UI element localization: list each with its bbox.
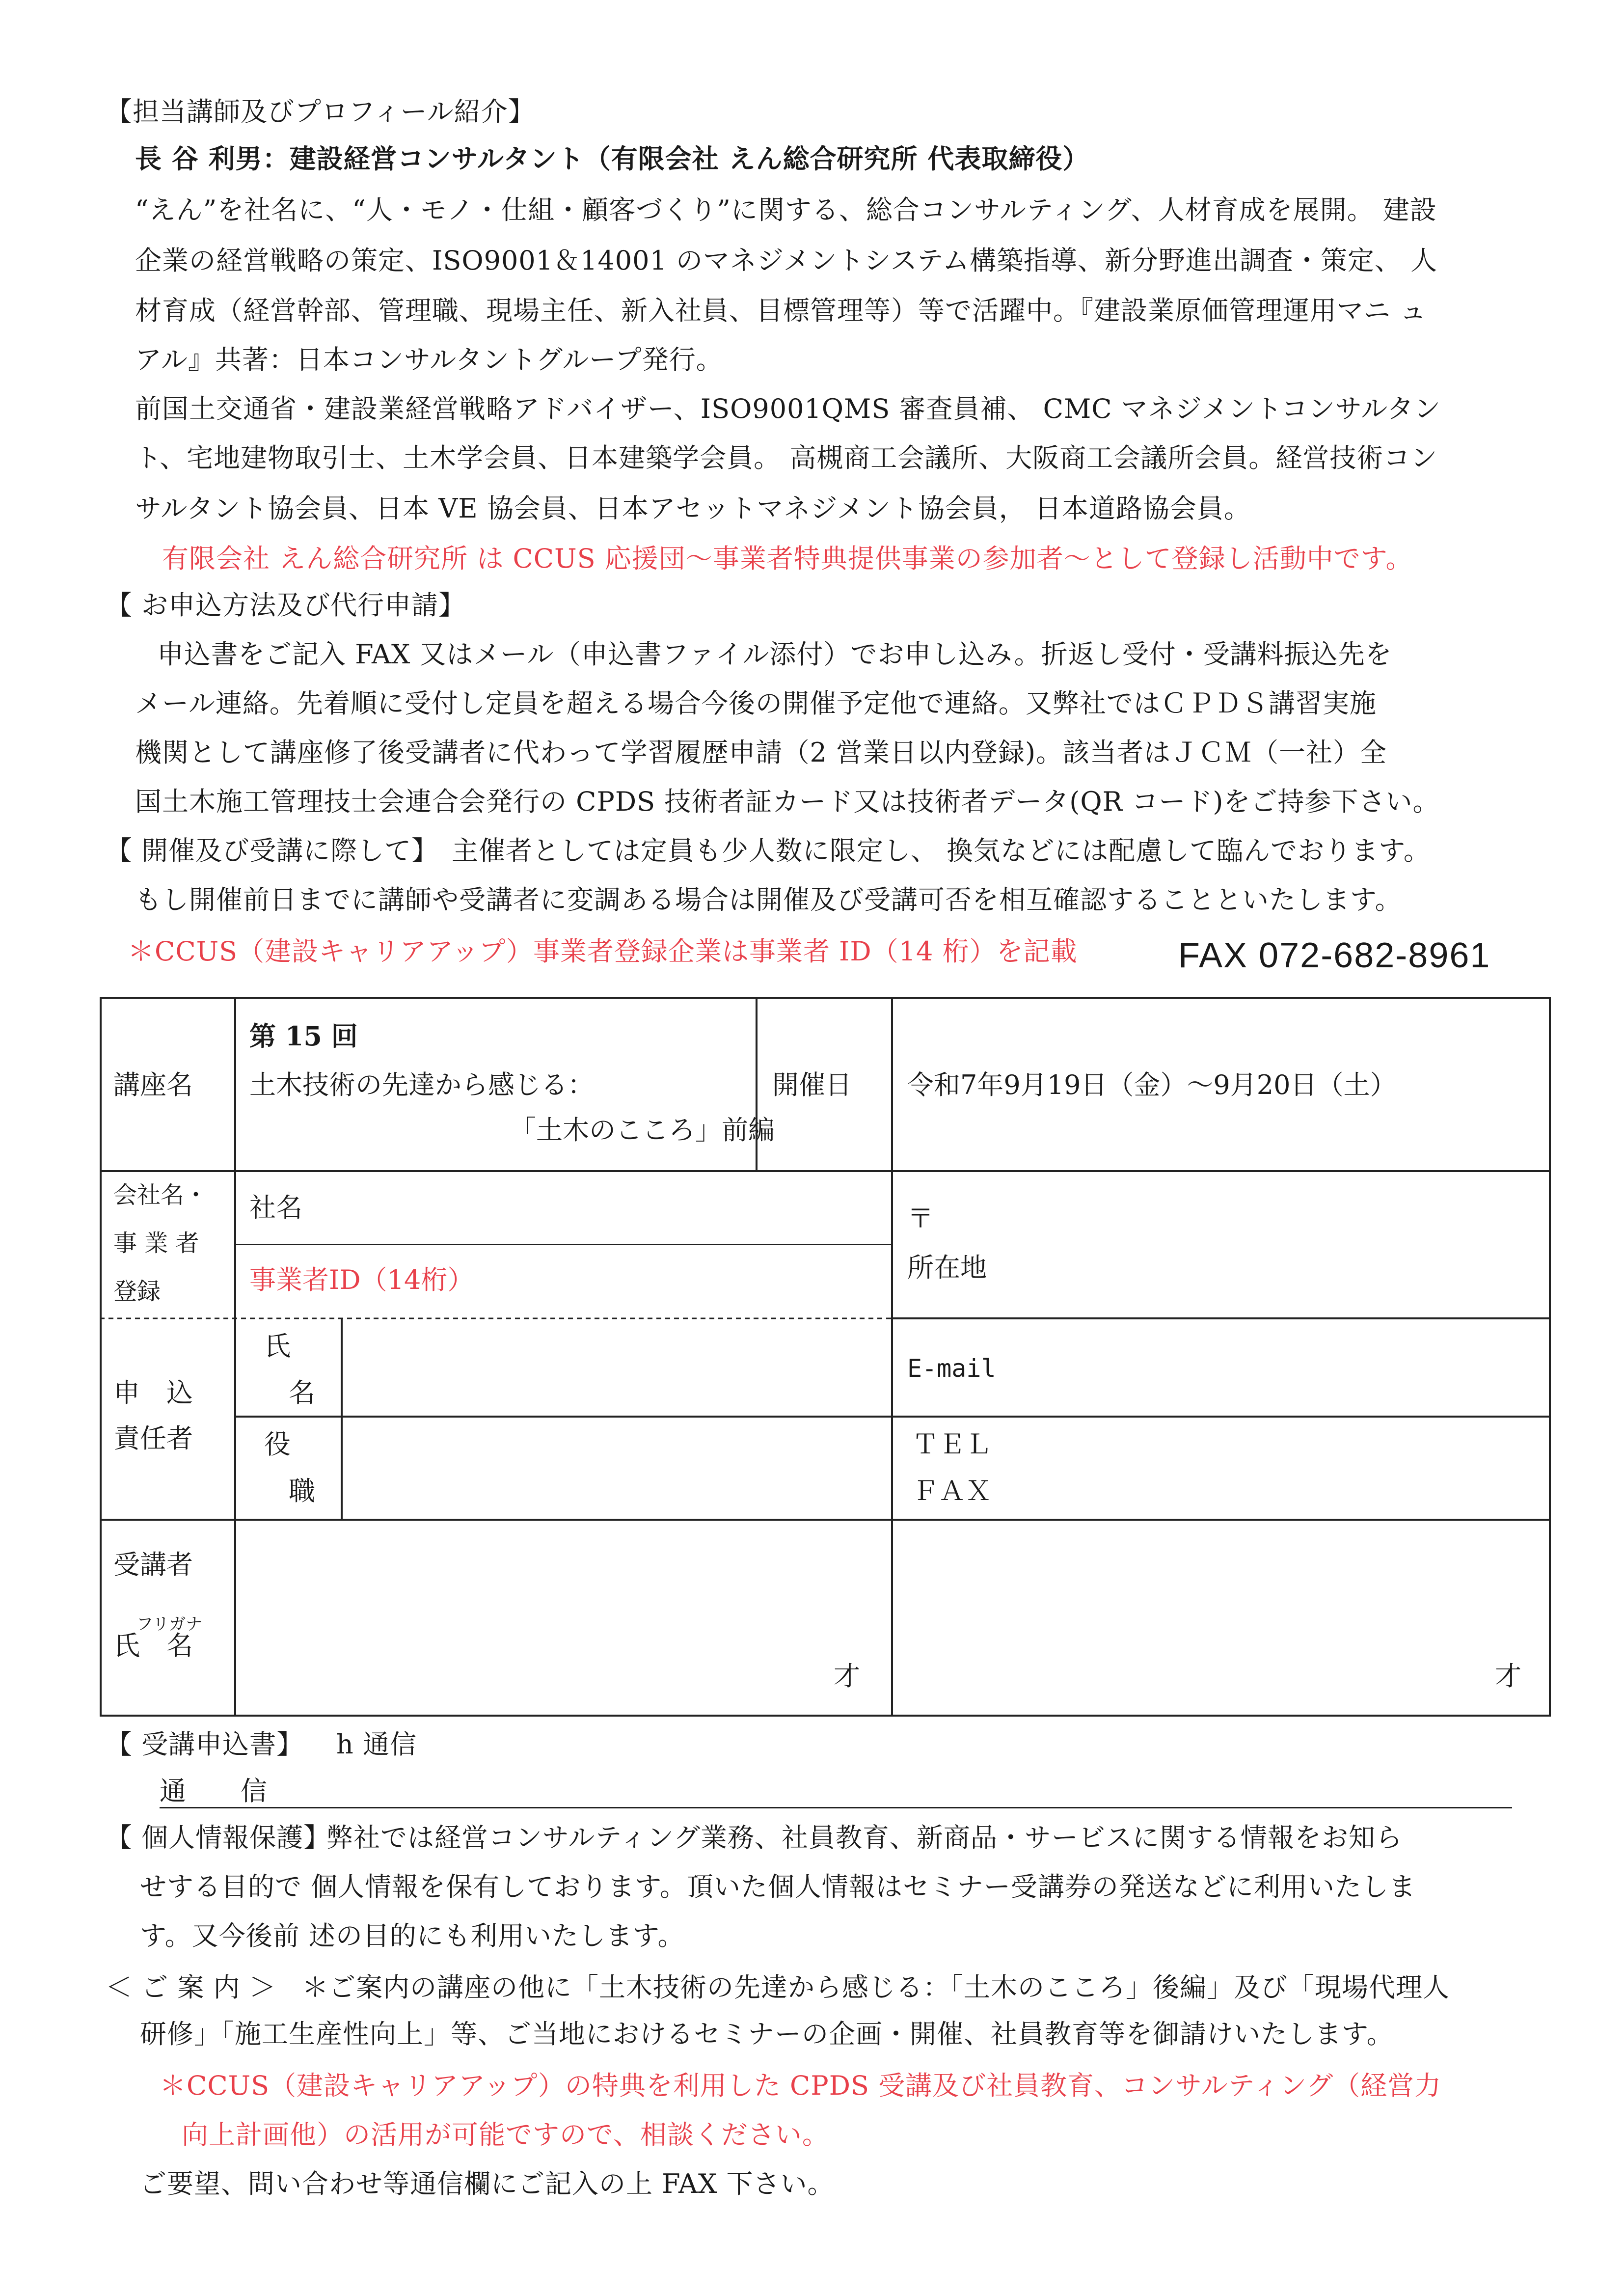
profile-line: ト、宅地建物取引士、土木学会員、日本建築学会員。 高槻商工会議所、大阪商工会議所会員。経営技術コン [135, 442, 1438, 473]
privacy-line: せする目的で 個人情報を保有しております。頂いた個人情報はセミナー受講券の発送などに利用いたしま [140, 1871, 1416, 1902]
address-field[interactable]: 所在地 [907, 1252, 987, 1283]
profile-line: サルタント協会員、日本 VE 協会員、日本アセットマネジメント協会員， 日本道路協会員。 [135, 493, 1251, 524]
application-line: メール連絡。先着順に受付し定員を超える場合今後の開催予定他で連絡。又弊社ではＣＰＤＳ講習実施 [135, 688, 1377, 719]
email-field[interactable]: E-mail [907, 1354, 996, 1383]
application-heading: 【 お申込方法及び代行申請】 [106, 590, 466, 621]
event-date: 令和7年9月19日（金）～9月20日（土） [907, 1069, 1397, 1100]
application-form [100, 997, 1551, 1717]
attendee-label: 受講者 [113, 1549, 193, 1580]
correspondence-text: h 通信 [336, 1729, 417, 1760]
company-label: 会社名・ [113, 1181, 208, 1209]
tel-field[interactable]: ＴＥＬ [912, 1429, 992, 1460]
form-grid [100, 997, 1551, 1717]
company-label: 事 業 者 [113, 1230, 199, 1257]
correspondence-heading: 【 受講申込書】 [106, 1729, 304, 1760]
privacy-line: す。又今後前 述の目的にも利用いたします。 [140, 1920, 685, 1951]
name-label: 氏 [264, 1331, 291, 1362]
course-title-sub: 「土木のこころ」前編 [510, 1115, 775, 1146]
event-heading: 【 開催及び受講に際して】 [106, 835, 439, 866]
guide-ccus-line: ＊CCUS（建設キャリアアップ）の特典を利用した CPDS 受講及び社員教育、コンサルティング（経営力 [160, 2070, 1442, 2101]
business-id-field[interactable]: 事業者ID（14桁） [249, 1264, 474, 1295]
event-line: 主催者としては定員も少人数に限定し、 換気などには配慮して臨んでおります。 [452, 835, 1431, 866]
guide-line: ＊ご案内の講座の他に「土木技術の先達から感じる：「土木のこころ」後編」及び「現場代理人 [302, 1972, 1450, 2003]
correspondence-input-line[interactable] [160, 1807, 1512, 1808]
application-line: 機関として講座修了後受講者に代わって学習履歴申請（2 営業日以内登録)。該当者はＪＣＭ（一社）全 [135, 737, 1387, 768]
guide-closing: ご要望、問い合わせ等通信欄にご記入の上 FAX 下さい。 [140, 2168, 835, 2199]
ccus-id-note: ＊CCUS（建設キャリアアップ）事業者登録企業は事業者 ID（14 桁）を記載 [128, 936, 1078, 967]
attendee-name-label: 氏 名 [113, 1630, 193, 1661]
title-label: 職 [289, 1476, 315, 1506]
applicant-label: 責任者 [113, 1423, 193, 1454]
profile-line: 前国土交通省・建設業経営戦略アドバイザー、ISO9001QMS 審査員補、 CMC マネジメントコンサルタン [135, 393, 1441, 424]
fax-number: FAX 072-682-8961 [1178, 936, 1491, 975]
company-label: 登録 [113, 1278, 161, 1305]
profile-line: “えん”を社名に、“人・モノ・仕組・顧客づくり”に関する、総合コンサルティング、人材育成を展開。 建設 [135, 194, 1437, 225]
application-line: 申込書をご記入 FAX 又はメール（申込書ファイル添付）でお申し込み。折返し受付・受講料振込先を [157, 639, 1392, 670]
profile-line: アル』共著：日本コンサルタントグループ発行。 [135, 344, 723, 375]
age-unit: 才 [834, 1661, 860, 1692]
company-name-field[interactable]: 社名 [249, 1192, 302, 1223]
form-border [101, 998, 1550, 1716]
profile-line: 材育成（経営幹部、管理職、現場主任、新入社員、目標管理等）等で活躍中。『建設業原価管理運用マニ ュ [135, 295, 1427, 326]
guide-ccus-line: 向上計画他）の活用が可能ですので、相談ください。 [182, 2119, 829, 2150]
course-label: 講座名 [113, 1069, 193, 1100]
correspondence-field-label: 通 信 [160, 1776, 268, 1806]
application-line: 国土木施工管理技士会連合会発行の CPDS 技術者証カード又は技術者データ(QR コード)をご持参下さい。 [135, 786, 1440, 817]
profile-heading: 【担当講師及びプロフィール紹介】 [106, 96, 535, 127]
guide-line: 研修」「施工生産性向上」等、ご当地におけるセミナーの企画・開催、社員教育等を御請けいたします。 [140, 2019, 1394, 2050]
guide-heading: ＜ ご 案 内 ＞ [106, 1972, 276, 2003]
privacy-heading: 【 個人情報保護】 [106, 1822, 331, 1853]
course-number: 第 15 回 [249, 1020, 358, 1052]
applicant-label: 申 込 [113, 1377, 193, 1408]
fax-field[interactable]: ＦＡＸ [912, 1476, 992, 1506]
name-label: 名 [289, 1377, 315, 1408]
instructor-name: 長 谷 利男：建設経営コンサルタント（有限会社 えん総合研究所 代表取締役） [135, 143, 1090, 174]
profile-line: 企業の経営戦略の策定、ISO9001＆14001 のマネジメントシステム構築指導、新分野進出調査・策定、 人 [135, 245, 1438, 276]
course-title: 土木技術の先達から感じる： [249, 1069, 594, 1100]
furigana-label: フリガナ [136, 1614, 203, 1634]
postal-mark: 〒 [907, 1203, 934, 1234]
age-unit: 才 [1495, 1661, 1521, 1692]
title-label: 役 [264, 1429, 291, 1460]
privacy-line: 弊社では経営コンサルティング業務、社員教育、新商品・サービスに関する情報をお知ら [326, 1822, 1403, 1853]
date-label: 開催日 [772, 1069, 852, 1100]
event-line: もし開催前日までに講師や受講者に変調ある場合は開催及び受講可否を相互確認することといたします。 [135, 884, 1402, 915]
ccus-supporter-note: 有限会社 えん総合研究所 は CCUS 応援団～事業者特典提供事業の参加者～として登録し活動中です。 [162, 543, 1413, 574]
